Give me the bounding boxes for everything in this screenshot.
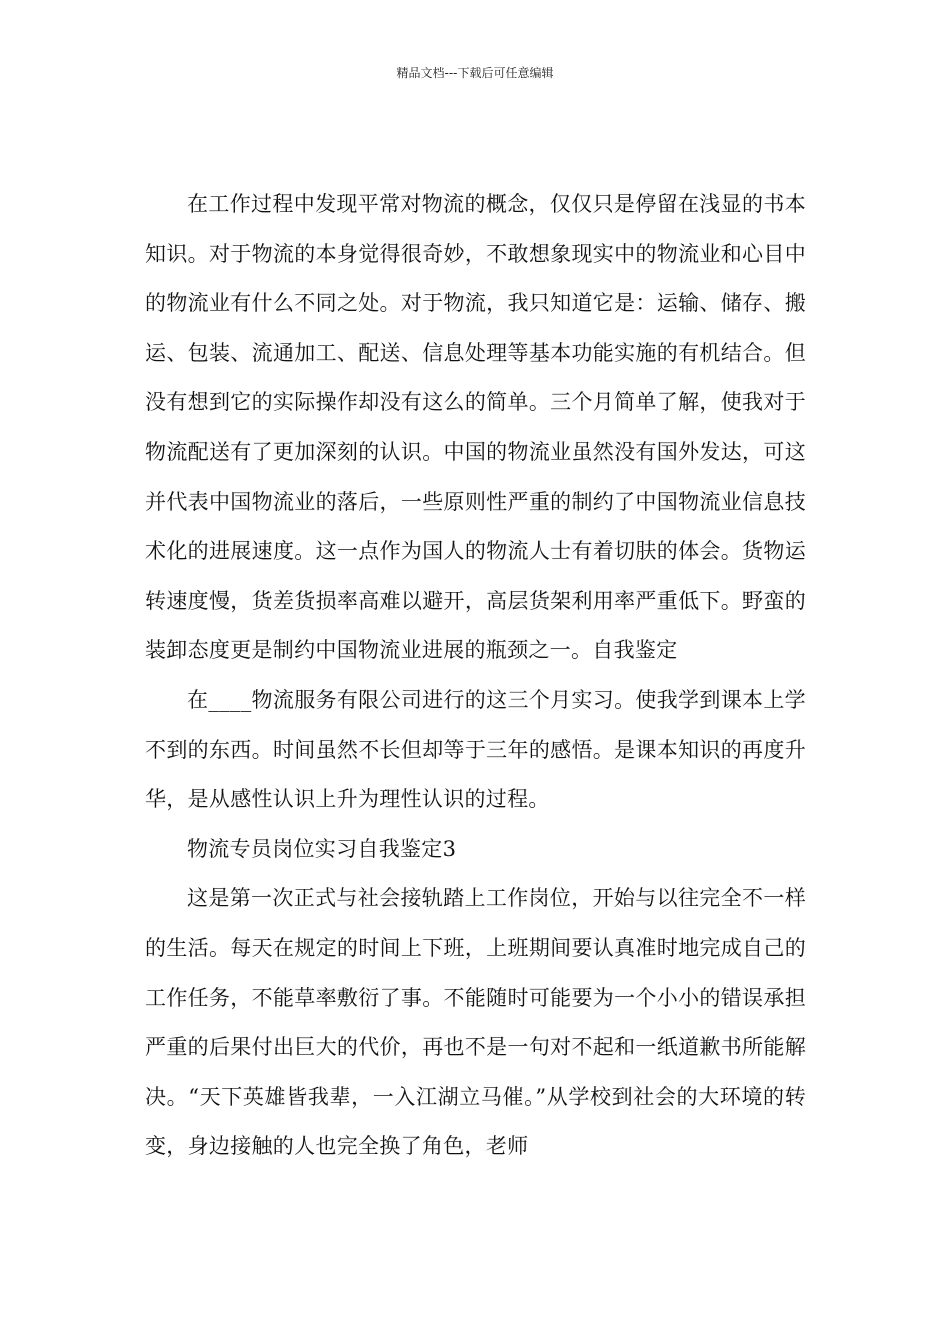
page-header: 精品文档---下载后可任意编辑 — [396, 66, 554, 80]
section-heading: 物流专员岗位实习自我鉴定3 — [187, 836, 457, 861]
paragraph-internship-summary: 在____物流服务有限公司进行的这三个月实习。使我学到课本上学不到的东西。时间虽然不长但却等于三年的感悟。是课本知识的再度升华，是从感性认识上升为理性认识的过程。 — [145, 687, 806, 812]
paragraph-logistics-reflection: 在工作过程中发现平常对物流的概念，仅仅只是停留在浅显的书本知识。对于物流的本身觉得很奇妙，不敢想象现实中的物流业和心目中的物流业有什么不同之处。对于物流，我只知道它是：运输、储存、搬运、包装、流通加工、配送、信息处理等基本功能实施的有机结合。但没有想到它的实际操作却没有这么的简单。三个月简单了解，使我对于物流配送有了更加深刻的认识。中国的物流业虽然没有国外发达，可这并代表中国物流业的落后，一些原则性严重的制约了中国物流业信息技术化的进展速度。这一点作为国人的物流人士有着切肤的体会。货物运转速度慢，货差货损率高难以避开，高层货架利用率严重低下。野蛮的装卸态度更是制约中国物流业进展的瓶颈之一。自我鉴定 — [145, 192, 806, 663]
document-body — [145, 180, 806, 1172]
paragraph-first-job: 这是第一次正式与社会接轨踏上工作岗位，开始与以往完全不一样的生活。每天在规定的时间上下班，上班期间要认真准时地完成自己的工作任务，不能草率敷衍了事。不能随时可能要为一个小小的错误承担严重的后果付出巨大的代价，再也不是一句对不起和一纸道歉书所能解决。“天下英雄皆我辈，一入江湖立马催。”从学校到社会的大环境的转变，身边接触的人也完全换了角色，老师 — [145, 886, 806, 1159]
